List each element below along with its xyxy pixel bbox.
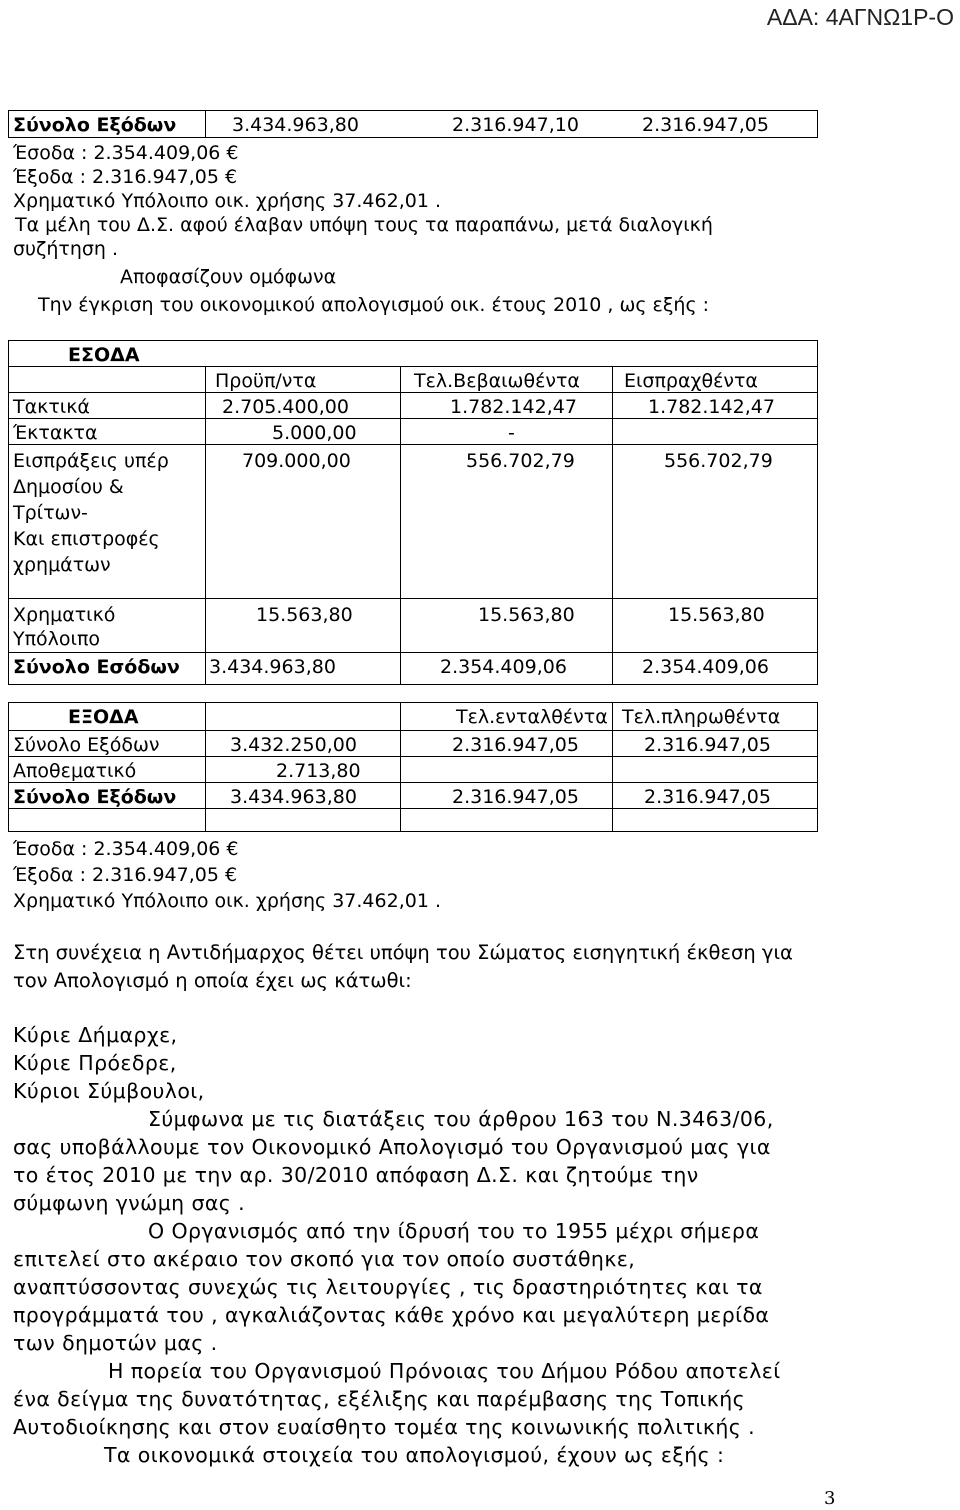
summary-balance: Χρηματικό Υπόλοιπο οικ. χρήσης 37.462,01 .: [13, 890, 441, 912]
income-row-cash-b: 15.563,80: [478, 604, 575, 626]
greeting-president: Κύριε Πρόεδρε,: [13, 1051, 177, 1075]
top-total-v2: 2.316.947,10: [452, 114, 579, 136]
expenses-row-reserve-label: Αποθεματικό: [13, 760, 137, 782]
income-row-cash-label-2: Υπόλοιπο: [13, 628, 101, 650]
letter-line-11: ένα δείγμα της δυνατότητας, εξέλιξης και παρέμβασης της Τοπικής: [13, 1387, 746, 1411]
letter-line-2: σας υποβάλλουμε τον Οικονομικό Απολογισμό του Οργανισμού μας για: [13, 1135, 771, 1159]
income-row-regular-a: 2.705.400,00: [222, 396, 349, 418]
income-row-third-label-1: Εισπράξεις υπέρ: [13, 450, 169, 472]
letter-line-4: σύμφωνη γνώμη σας .: [13, 1191, 246, 1215]
expenses-row-total-a: 3.432.250,00: [230, 734, 357, 756]
expenses-row-total-c: 2.316.947,05: [644, 734, 771, 756]
letter-line-10: Η πορεία του Οργανισμού Πρόνοιας του Δήμου Ρόδου αποτελεί: [108, 1359, 781, 1383]
expenses-col-paid: Τελ.πληρωθέντα: [622, 706, 781, 728]
top-line-income: Έσοδα : 2.354.409,06 €: [13, 142, 239, 164]
expenses-total-label: Σύνολο Εξόδων: [13, 786, 177, 808]
income-row-regular-label: Τακτικά: [13, 396, 90, 418]
income-col-certified: Τελ.Βεβαιωθέντα: [414, 370, 580, 392]
paragraph-intro-line-1: Στη συνέχεια η Αντιδήμαρχος θέτει υπόψη του Σώματος εισηγητική έκθεση για: [13, 941, 793, 964]
income-row-third-label-5: χρημάτων: [13, 554, 111, 576]
page-number: 3: [824, 1488, 836, 1509]
income-row-third-label-2: Δημοσίου &: [13, 476, 124, 498]
expenses-row-total-b: 2.316.947,05: [452, 734, 579, 756]
summary-expense: Έξοδα : 2.316.947,05 €: [13, 864, 238, 886]
top-total-v3: 2.316.947,05: [642, 114, 769, 136]
greeting-mayor: Κύριε Δήμαρχε,: [13, 1023, 178, 1047]
expenses-total-c: 2.316.947,05: [644, 786, 771, 808]
income-total-b: 2.354.409,06: [440, 656, 567, 678]
income-total-a: 3.434.963,80: [209, 656, 336, 678]
top-line-discussion: συζήτηση .: [13, 238, 119, 260]
letter-line-3: το έτος 2010 με την αρ. 30/2010 απόφαση Δ.Σ. και ζητούμε την: [13, 1163, 699, 1187]
income-total-label: Σύνολο Εσόδων: [13, 656, 180, 678]
income-col-budget: Προϋπ/ντα: [215, 370, 317, 392]
letter-line-6: επιτελεί στο ακέραιο τον σκοπό για τον οποίο συστάθηκε,: [13, 1247, 636, 1271]
income-row-cash-a: 15.563,80: [256, 604, 353, 626]
expenses-row-total-label: Σύνολο Εξόδων: [13, 734, 160, 756]
income-col-collected: Εισπραχθέντα: [624, 370, 758, 392]
income-row-third-label-3: Τρίτων-: [13, 502, 88, 524]
income-title: ΕΣΟΔΑ: [68, 344, 140, 366]
top-line-balance: Χρηματικό Υπόλοιπο οικ. χρήσης 37.462,01 .: [13, 190, 441, 212]
income-row-extra-a: 5.000,00: [272, 422, 357, 444]
letter-line-7: αναπτύσσοντας συνεχώς τις λειτουργίες , τις δραστηριότητες και τα: [13, 1275, 763, 1299]
expenses-col-ordered: Τελ.ενταλθέντα: [456, 706, 608, 728]
letter-line-9: των δημοτών μας .: [13, 1331, 218, 1355]
income-row-regular-c: 1.782.142,47: [648, 396, 775, 418]
letter-line-5: Ο Οργανισμός από την ίδρυσή του το 1955 μέχρι σήμερα: [148, 1219, 760, 1243]
letter-line-8: προγράμματά του , αγκαλιάζοντας κάθε χρόνο και μεγαλύτερη μερίδα: [13, 1303, 770, 1327]
expenses-title: ΕΞΟΔΑ: [68, 706, 139, 728]
top-line-approval: Την έγκριση του οικονομικού απολογισμού οικ. έτους 2010 , ως εξής :: [38, 294, 710, 316]
letter-line-1: Σύμφωνα με τις διατάξεις του άρθρου 163 του Ν.3463/06,: [148, 1107, 774, 1131]
top-total-v1: 3.434.963,80: [232, 114, 359, 136]
paragraph-intro-line-2: τον Απολογισμό η οποία έχει ως κάτωθι:: [13, 969, 412, 992]
income-row-third-c: 556.702,79: [664, 450, 773, 472]
income-row-cash-c: 15.563,80: [668, 604, 765, 626]
expenses-total-a: 3.434.963,80: [230, 786, 357, 808]
letter-line-12: Αυτοδιοίκησης και στον ευαίσθητο τομέα της κοινωνικής πολιτικής .: [13, 1415, 756, 1439]
income-row-extra-label: Έκτακτα: [13, 422, 98, 444]
top-line-expense: Έξοδα : 2.316.947,05 €: [13, 166, 238, 188]
ada-header: ΑΔΑ: 4ΑΓΝΩ1Ρ-Ο: [766, 4, 954, 30]
summary-income: Έσοδα : 2.354.409,06 €: [13, 838, 239, 860]
income-row-extra-b: -: [508, 422, 515, 444]
income-row-third-a: 709.000,00: [242, 450, 351, 472]
expenses-row-reserve-a: 2.713,80: [276, 760, 361, 782]
greeting-councillors: Κύριοι Σύμβουλοι,: [13, 1079, 205, 1103]
income-row-cash-label-1: Χρηματικό: [13, 604, 116, 626]
expenses-total-b: 2.316.947,05: [452, 786, 579, 808]
income-row-regular-b: 1.782.142,47: [450, 396, 577, 418]
income-row-third-b: 556.702,79: [466, 450, 575, 472]
income-total-c: 2.354.409,06: [642, 656, 769, 678]
top-line-decide: Αποφασίζουν ομόφωνα: [120, 266, 337, 288]
letter-line-13: Τα οικονομικά στοιχεία του απολογισμού, έχουν ως εξής :: [104, 1443, 725, 1467]
income-row-third-label-4: Και επιστροφές: [13, 528, 160, 550]
top-total-label: Σύνολο Εξόδων: [13, 114, 177, 136]
top-line-members: Τα μέλη του Δ.Σ. αφού έλαβαν υπόψη τους τα παραπάνω, μετά διαλογική: [15, 214, 713, 236]
